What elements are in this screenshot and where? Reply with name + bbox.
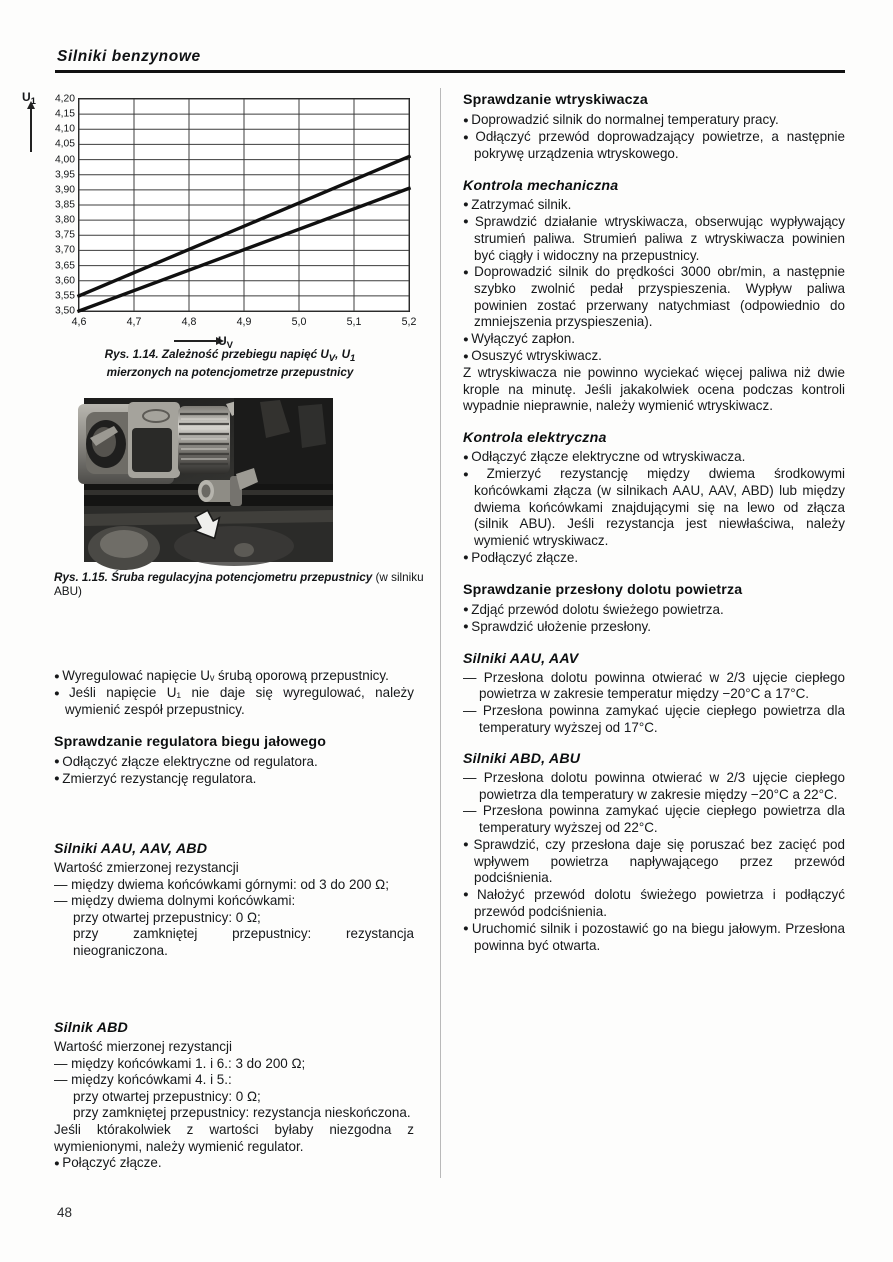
chart-x-axis-arrow <box>174 340 216 342</box>
chart-y-tick: 3,55 <box>54 290 75 302</box>
left-column-block-aau <box>54 826 414 960</box>
figure-1-15-title: Śruba regulacyjna potencjometru przepustnicy <box>111 571 373 584</box>
bullet-check-injector-spray: ● Sprawdzić działanie wtryskiwacza, obserwując wypływający strumień paliwa. Strumień paliwa z wtryskiwacza powinien być ciągły i widoczny na przepustnicy. <box>463 214 845 264</box>
abd-sub-open: przy otwartej przepustnicy: 0 Ω; <box>73 1088 261 1104</box>
heading-engines-abd-abu: Silniki ABD, ABU <box>463 751 581 768</box>
column-divider <box>440 88 441 1178</box>
bullet-flap-moves-freely: ● Sprawdzić, czy przesłona daje się poruszać bez zacięć pod wpływem powietrza napływającego przez przewód podciśnienia. <box>463 837 845 887</box>
bullet-ignition-off: ● Wyłączyć zapłon. <box>463 331 845 348</box>
bullet-stop-engine: ● Zatrzymać silnik. <box>463 197 845 214</box>
abd-abu-item-close: — Przesłona powinna zamykać ujęcie ciepłego powietrza dla temperatury wyższej od 22°C. <box>463 803 845 835</box>
abd-item-1-6: — między końcówkami 1. i 6.: 3 do 200 Ω; <box>54 1055 306 1071</box>
chart-y-tick: 3,85 <box>54 199 75 211</box>
chart-x-tick: 4,9 <box>236 316 252 328</box>
page-number: 48 <box>57 1205 73 1220</box>
bullet-measure-regulator: ● Zmierzyć rezystancję regulatora. <box>54 771 414 788</box>
chart-y-tick: 3,75 <box>54 229 75 241</box>
figure-1-14-caption <box>44 348 416 380</box>
chart-y-tick: 3,65 <box>54 260 75 272</box>
chart-x-tick: 5,1 <box>346 316 362 328</box>
abd-abu-item-open: — Przesłona dolotu powinna otwierać w 2/3 ujęcie ciepłego powietrza dla temperatury w zakresie między −20°C a 22°C. <box>463 770 845 802</box>
heading-injector-check: Sprawdzanie wtryskiwacza <box>463 92 648 108</box>
chart-y-tick: 4,15 <box>54 108 75 120</box>
figure-1-14-sub-v: V <box>328 353 336 364</box>
bullet-adjust-uv: ● Wyregulować napięcie Uᵥ śrubą oporową przepustnicy. <box>54 668 414 685</box>
chart-y-tick: 3,70 <box>54 244 75 256</box>
bullet-remove-fresh-air-hose: ● Zdjąć przewód dolotu świeżego powietrza. <box>463 602 845 619</box>
abd-tail-text: Jeśli którakolwiek z wartości byłaby niezgodna z wymienionymi, należy wymienić regulator. <box>54 1121 414 1154</box>
chart-y-tick: 3,90 <box>54 184 75 196</box>
aau-sub-open: przy otwartej przepustnicy: 0 Ω; <box>73 909 261 925</box>
bullet-disconnect-regulator: ● Odłączyć złącze elektryczne od regulatora. <box>54 754 414 771</box>
bullet-connect-plug: ● Połączyć złącze. <box>54 1155 414 1172</box>
abd-lead-text: Wartość mierzonej rezystancji <box>54 1039 232 1054</box>
chart-x-tick: 4,7 <box>126 316 142 328</box>
abd-sub-closed: przy zamkniętej przepustnicy: rezystancja nieskończona. <box>73 1105 411 1121</box>
figure-1-15-photo <box>84 398 333 562</box>
heading-air-intake-flap: Sprawdzanie przesłony dolotu powietrza <box>463 581 743 598</box>
heading-mechanical-check: Kontrola mechaniczna <box>463 177 619 194</box>
bullet-check-flap-position: ● Sprawdzić ułożenie przesłony. <box>463 619 845 636</box>
bullet-warm-engine: ● Doprowadzić silnik do normalnej temperatury pracy. <box>463 112 845 129</box>
chart-x-tick: 4,8 <box>181 316 197 328</box>
chart-y-tick: 3,60 <box>54 275 75 287</box>
bullet-disconnect-injector-plug: ● Odłączyć złącze elektryczne od wtryskiwacza. <box>463 449 845 466</box>
chart-y-tick: 3,80 <box>54 214 75 226</box>
photo-illustration <box>84 398 333 562</box>
bullet-disconnect-air-hose: ● Odłączyć przewód doprowadzający powietrze, a następnie pokrywę urządzenia wtryskowego. <box>463 129 845 163</box>
aau-item-upper: — między dwiema końcówkami górnymi: od 3 do 200 Ω; <box>54 876 389 892</box>
chart-svg <box>79 99 409 311</box>
figure-1-14-title-b: mierzonych na potencjometrze przepustnicy <box>106 366 354 380</box>
heading-idle-regulator: Sprawdzanie regulatora biegu jałowego <box>54 733 327 750</box>
figure-1-14-title-a: Zależność przebiegu napięć U <box>161 348 329 361</box>
bullet-start-engine-idle: ● Uruchomić silnik i pozostawić go na biegu jałowym. Przesłona powinna być otwarta. <box>463 921 845 955</box>
figure-1-14-title-mid: , U <box>335 348 351 361</box>
abd-item-4-5: — między końcówkami 4. i 5.: <box>54 1072 232 1088</box>
bullet-measure-resistance: ● Zmierzyć rezystancję między dwiema środkowymi końcówkami złącza (w silnikach AAU, AAV, ABD) lub między dwiema końcówkami znajdującymi się na lewo od złącza (silnik ABU). Jeśli rezystancja jest niewłaściwa, należy wymienić wtryskiwacz. <box>463 466 845 549</box>
chart-x-tick: 5,0 <box>291 316 307 328</box>
chart-x-axis-subscript: V <box>226 340 234 351</box>
figure-1-14-chart <box>22 88 432 351</box>
figure-1-14-number: Rys. 1.14. <box>104 348 159 361</box>
bullet-rev-3000: ● Doprowadzić silnik do prędkości 3000 obr/min, a następnie szybko zwolnić pedał przyspieszenia. Wypływ paliwa powinien zostać przerwany natychmiast (odpowiednio do zmniejszenia przyspieszenia). <box>463 264 845 331</box>
running-head-title: Silniki benzynowe <box>57 48 201 65</box>
chart-y-tick: 3,50 <box>54 305 75 317</box>
chart-y-tick: 3,95 <box>54 169 75 181</box>
bullet-reconnect-plug: ● Podłączyć złącze. <box>463 550 845 567</box>
chart-x-tick: 4,6 <box>71 316 87 328</box>
figure-1-15-caption <box>54 571 424 599</box>
aau-aav-item-close: — Przesłona powinna zamykać ujęcie ciepłego powietrza dla temperatury wyższej od 17°C. <box>463 703 845 735</box>
chart-plot-area <box>54 93 417 328</box>
bullet-refit-hoses: ● Nałożyć przewód dolotu świeżego powietrza i podłączyć przewód podciśnienia. <box>463 887 845 921</box>
chart-y-tick: 4,10 <box>54 123 75 135</box>
heading-engines-aau-aav: Silniki AAU, AAV <box>463 650 579 667</box>
aau-lead-text: Wartość zmierzonej rezystancji <box>54 860 239 875</box>
heading-engines-aau-aav-abd: Silniki AAU, AAV, ABD <box>54 841 208 857</box>
aau-aav-item-open: — Przesłona dolotu powinna otwierać w 2/3 ujęcie ciepłego powietrza w zakresie temperatur między −20°C a 17°C. <box>463 669 845 702</box>
figure-1-15-number: Rys. 1.15. <box>54 571 108 584</box>
bullet-replace-throttle: ● Jeśli napięcie U₁ nie daje się wyregulować, należy wymienić zespół przepustnicy. <box>54 685 414 719</box>
mech-tail-text: Z wtryskiwacza nie powinno wyciekać więcej paliwa niż dwie krople na minutę. Jeśli jakakolwiek ocena podczas kontroli wypadnie nieprawnie, należy wymienić wtryskiwacz. <box>463 365 845 414</box>
aau-sub-closed: przy zamkniętej przepustnicy: rezystancja nieograniczona. <box>73 926 414 958</box>
figure-1-15-note: (w silniku ABU) <box>54 571 424 599</box>
right-column <box>463 92 845 954</box>
chart-x-tick: 5,2 <box>401 316 417 328</box>
chart-y-axis-symbol: U <box>22 90 31 104</box>
aau-item-lower: — między dwiema dolnymi końcówkami: <box>54 893 296 909</box>
chart-y-axis-arrow <box>30 108 32 152</box>
running-head <box>55 48 845 73</box>
heading-electrical-check: Kontrola elektryczna <box>463 430 607 446</box>
running-head-rule <box>55 70 845 73</box>
chart-y-tick: 4,05 <box>54 138 75 150</box>
left-column-block-abd <box>54 1005 414 1172</box>
chart-x-axis-symbol: U <box>218 334 227 348</box>
chart-y-tick: 4,20 <box>54 93 75 105</box>
bullet-dry-injector: ● Osuszyć wtryskiwacz. <box>463 348 845 365</box>
left-column-block-throttle <box>54 668 414 788</box>
heading-engine-abd: Silnik ABD <box>54 1020 128 1036</box>
chart-y-tick: 4,00 <box>54 154 75 166</box>
figure-1-14-sub-1: 1 <box>350 353 356 364</box>
